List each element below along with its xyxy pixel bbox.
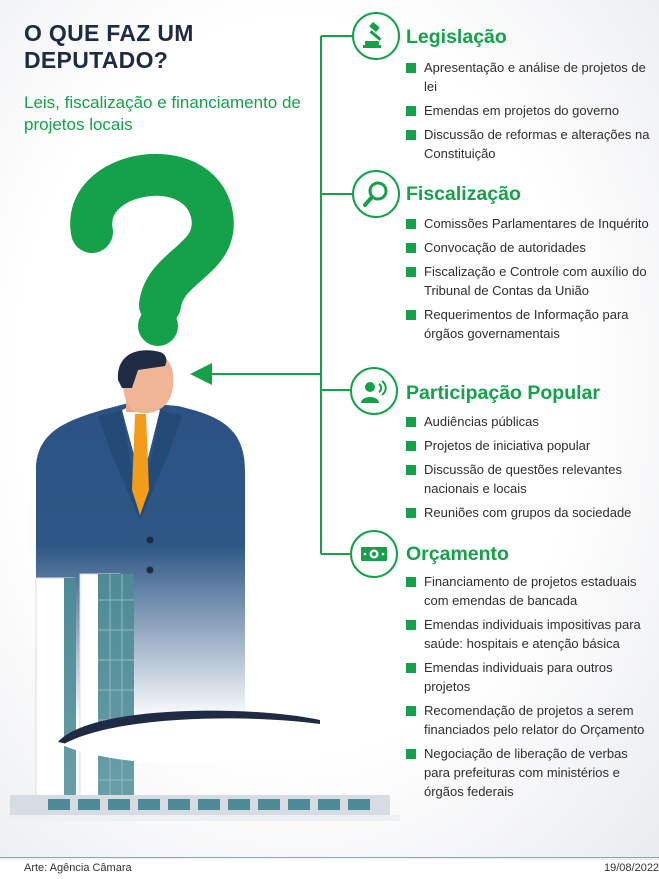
list-fiscalizacao — [406, 214, 651, 348]
footer-divider — [0, 857, 659, 858]
list-item: Projetos de iniciativa popular — [406, 436, 651, 455]
list-item: Fiscalização e Controle com auxílio do Tribunal de Contas da União — [406, 262, 651, 300]
credit-text: Arte: Agência Câmara — [24, 862, 132, 874]
money-icon — [350, 530, 398, 578]
list-item: Convocação de autoridades — [406, 238, 651, 257]
list-item: Emendas individuais impositivas para saúde: hospitais e atenção básica — [406, 615, 651, 653]
date-text: 19/08/2022 — [604, 862, 659, 874]
list-item: Apresentação e análise de projetos de lei — [406, 58, 651, 96]
list-item: Financiamento de projetos estaduais com emendas de bancada — [406, 572, 651, 610]
section-title-fiscalizacao: Fiscalização — [406, 183, 521, 205]
list-item: Discussão de reformas e alterações na Constituição — [406, 125, 651, 163]
list-item: Emendas em projetos do governo — [406, 101, 651, 120]
list-participacao — [406, 412, 651, 527]
section-title-orcamento: Orçamento — [406, 543, 509, 565]
list-item: Discussão de questões relevantes nacionais e locais — [406, 460, 651, 498]
section-title-participacao: Participação Popular — [406, 382, 600, 404]
section-title-legislacao: Legislação — [406, 26, 507, 48]
magnifier-icon — [352, 170, 400, 218]
page-subtitle: Leis, fiscalização e financiamento de projetos locais — [24, 93, 301, 134]
question-mark-icon — [91, 175, 213, 346]
list-legislacao — [406, 58, 651, 168]
list-item: Negociação de liberação de verbas para prefeituras com ministérios e órgãos federais — [406, 744, 651, 801]
list-item: Audiências públicas — [406, 412, 651, 431]
page-title: O QUE FAZ UM DEPUTADO? — [24, 20, 194, 73]
arrow-left-icon — [190, 363, 212, 385]
list-item: Comissões Parlamentares de Inquérito — [406, 214, 651, 233]
list-item: Emendas individuais para outros projetos — [406, 658, 651, 696]
list-item: Reuniões com grupos da sociedade — [406, 503, 651, 522]
speaking-person-icon — [350, 367, 398, 415]
gavel-icon — [352, 12, 400, 60]
list-orcamento — [406, 572, 651, 806]
list-item: Requerimentos de Informação para órgãos governamentais — [406, 305, 651, 343]
list-item: Recomendação de projetos a serem financiados pelo relator do Orçamento — [406, 701, 651, 739]
